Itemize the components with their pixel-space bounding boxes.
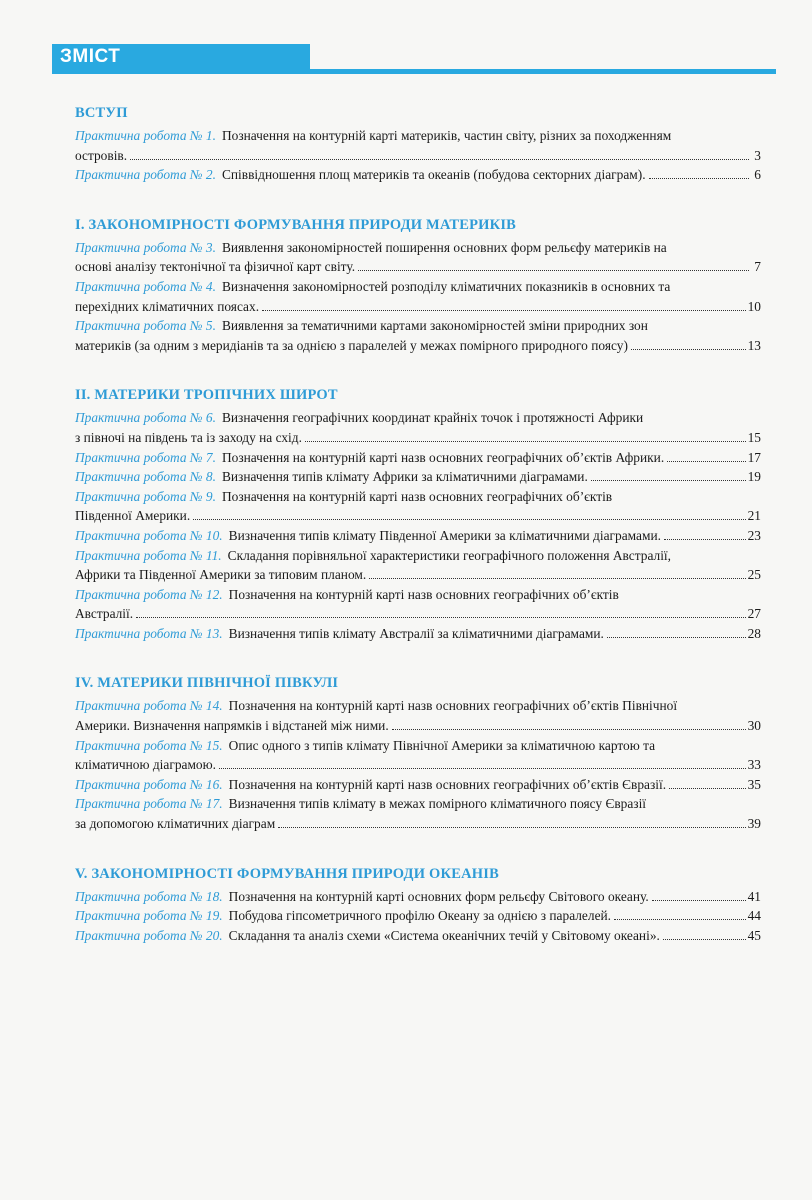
entry-second-line <box>75 604 761 624</box>
dot-leader <box>219 768 746 769</box>
toc-entry[interactable] <box>75 126 761 165</box>
entry-text-continued: основі аналізу тектонічної та фізичної карт світу. <box>75 259 356 275</box>
dot-leader <box>193 519 745 520</box>
toc-entry[interactable] <box>75 467 761 487</box>
toc-entry[interactable] <box>75 408 761 447</box>
entry-label: Практична робота № 8. <box>75 469 216 485</box>
entry-first-line <box>75 165 761 185</box>
entry-first-line <box>75 794 761 814</box>
page-number: 19 <box>747 469 761 485</box>
page-number: 7 <box>754 259 761 275</box>
entry-first-line <box>75 736 761 756</box>
dot-leader <box>591 480 746 481</box>
section-title: IV. МАТЕРИКИ ПІВНІЧНОЇ ПІВКУЛІ <box>75 675 339 692</box>
entry-text: Співвідношення площ материків та океанів (побудова секторних діаграм). <box>221 167 646 183</box>
dot-leader <box>614 919 746 920</box>
entry-label: Практична робота № 19. <box>75 908 223 924</box>
page-number: 39 <box>747 816 761 832</box>
section-title: V. ЗАКОНОМІРНОСТІ ФОРМУВАННЯ ПРИРОДИ ОКЕАНІВ <box>75 865 499 882</box>
header-rule <box>52 69 776 74</box>
entry-label: Практична робота № 20. <box>75 927 223 943</box>
entry-text: Позначення на контурній карті назв основних географічних об’єктів Євразії. <box>228 776 667 792</box>
dot-leader <box>663 939 746 940</box>
entry-second-line <box>75 428 761 448</box>
page-title: ЗМІСТ <box>60 46 121 67</box>
entry-label: Практична робота № 5. <box>75 318 216 334</box>
page-number: 23 <box>747 527 761 543</box>
entry-text-continued: Південної Америки. <box>75 508 191 524</box>
entry-label: Практична робота № 16. <box>75 776 223 792</box>
section-title: ВСТУП <box>75 105 128 121</box>
entry-label: Практична робота № 18. <box>75 888 223 904</box>
page-number: 17 <box>747 449 761 465</box>
entry-first-line <box>75 526 761 546</box>
entry-first-line <box>75 408 761 428</box>
entry-label: Практична робота № 4. <box>75 278 216 294</box>
entry-label: Практична робота № 7. <box>75 449 216 465</box>
entry-text-continued: за допомогою кліматичних діаграм <box>75 816 276 832</box>
entry-label: Практична робота № 6. <box>75 410 216 426</box>
page-number: 25 <box>747 567 761 583</box>
entry-first-line <box>75 467 761 487</box>
entry-first-line <box>75 585 761 605</box>
page-number: 35 <box>747 776 761 792</box>
dot-leader <box>392 729 746 730</box>
entry-text: Визначення типів клімату Африки за кліматичними діаграмами. <box>221 469 588 485</box>
entry-second-line <box>75 814 761 834</box>
entry-text-continued: кліматичною діаграмою. <box>75 757 216 773</box>
page-number: 28 <box>747 625 761 641</box>
entry-first-line <box>75 126 761 146</box>
entry-label: Практична робота № 15. <box>75 737 223 753</box>
toc-entry[interactable] <box>75 624 761 644</box>
entry-text-continued: материків (за одним з меридіанів та за однією з паралелей у межах помірного природного поясу) <box>75 337 628 353</box>
dot-leader <box>607 637 746 638</box>
page-number: 10 <box>747 298 761 314</box>
entry-first-line <box>75 906 761 926</box>
entry-text: Позначення на контурній карті назв основних географічних об’єктів Північної <box>228 698 678 714</box>
entry-text-continued: Африки та Південної Америки за типовим планом. <box>75 567 367 583</box>
entry-second-line <box>75 716 761 736</box>
toc-entry[interactable] <box>75 585 761 624</box>
toc-section <box>75 386 761 643</box>
entry-text: Позначення на контурній карті назв основних географічних об’єктів <box>228 586 619 602</box>
toc-entry[interactable] <box>75 448 761 468</box>
toc-entry[interactable] <box>75 775 761 795</box>
entry-text: Складання та аналіз схеми «Система океанічних течій у Світовому океані». <box>228 927 660 943</box>
toc-section <box>75 865 761 946</box>
entry-second-line <box>75 336 761 356</box>
toc-entry[interactable] <box>75 526 761 546</box>
entry-second-line <box>75 565 761 585</box>
entry-text: Опис одного з типів клімату Північної Америки за кліматичною картою та <box>228 737 656 753</box>
page-number: 13 <box>747 337 761 353</box>
entry-text: Складання порівняльної характеристики географічного положення Австралії, <box>227 547 671 563</box>
entry-text: Позначення на контурній карті назв основних географічних об’єктів <box>221 488 613 504</box>
entry-label: Практична робота № 17. <box>75 796 223 812</box>
dot-leader <box>669 788 746 789</box>
toc-entry[interactable] <box>75 238 761 277</box>
toc-entry[interactable] <box>75 906 761 926</box>
dot-leader <box>649 178 749 179</box>
table-of-contents <box>75 104 761 976</box>
entry-text: Визначення географічних координат крайніх точок і протяжності Африки <box>221 410 644 426</box>
entry-text: Виявлення закономірностей поширення основних форм рельєфу материків на <box>221 239 667 255</box>
page-number: 15 <box>747 429 761 445</box>
entry-first-line <box>75 624 761 644</box>
toc-entry[interactable] <box>75 487 761 526</box>
toc-entry[interactable] <box>75 926 761 946</box>
entry-first-line <box>75 277 761 297</box>
entry-label: Практична робота № 13. <box>75 625 223 641</box>
entry-text: Визначення типів клімату Південної Америки за кліматичними діаграмами. <box>228 527 661 543</box>
entry-text: Визначення закономірностей розподілу кліматичних показників в основних та <box>221 278 671 294</box>
toc-entry[interactable] <box>75 277 761 316</box>
entry-label: Практична робота № 3. <box>75 239 216 255</box>
toc-entry[interactable] <box>75 736 761 775</box>
entry-second-line <box>75 506 761 526</box>
dot-leader <box>652 900 746 901</box>
toc-entry[interactable] <box>75 794 761 833</box>
dot-leader <box>278 827 745 828</box>
toc-entry[interactable] <box>75 316 761 355</box>
page-number: 21 <box>747 508 761 524</box>
entry-first-line <box>75 696 761 716</box>
page-number: 45 <box>747 927 761 943</box>
toc-entry[interactable] <box>75 546 761 585</box>
entry-text: Побудова гіпсометричного профілю Океану за однією з паралелей. <box>228 908 612 924</box>
dot-leader <box>262 310 746 311</box>
entry-first-line <box>75 775 761 795</box>
entry-second-line <box>75 257 761 277</box>
entry-second-line <box>75 755 761 775</box>
page-number: 30 <box>747 718 761 734</box>
toc-entry[interactable] <box>75 165 761 185</box>
entry-text: Позначення на контурній карті назв основних географічних об’єктів Африки. <box>221 449 665 465</box>
entry-text: Виявлення за тематичними картами закономірностей зміни природних зон <box>221 318 648 334</box>
entry-first-line <box>75 238 761 258</box>
entry-text-continued: Австралії. <box>75 606 134 622</box>
dot-leader <box>130 159 749 160</box>
page-number: 41 <box>747 888 761 904</box>
page-number: 6 <box>754 167 761 183</box>
dot-leader <box>358 270 749 271</box>
dot-leader <box>136 617 746 618</box>
entry-text: Позначення на контурній карті материків, частин світу, різних за походженням <box>221 128 672 143</box>
entry-text-continued: островів. <box>75 147 128 163</box>
entry-first-line <box>75 448 761 468</box>
entry-second-line <box>75 146 761 166</box>
entry-label: Практична робота № 14. <box>75 698 223 714</box>
entry-text: Визначення типів клімату Австралії за кліматичними діаграмами. <box>228 625 604 641</box>
page-number: 33 <box>747 757 761 773</box>
entry-first-line <box>75 546 761 566</box>
entry-label: Практична робота № 9. <box>75 488 216 504</box>
entry-label: Практична робота № 1. <box>75 128 216 143</box>
entry-label: Практична робота № 2. <box>75 167 216 183</box>
entry-text-continued: з півночі на південь та із заходу на схід. <box>75 429 302 445</box>
section-title: I. ЗАКОНОМІРНОСТІ ФОРМУВАННЯ ПРИРОДИ МАТЕРИКІВ <box>75 216 517 233</box>
entry-text: Позначення на контурній карті основних форм рельєфу Світового океану. <box>228 888 649 904</box>
page-number: 44 <box>747 908 761 924</box>
dot-leader <box>369 578 745 579</box>
dot-leader <box>667 461 745 462</box>
entry-first-line <box>75 487 761 507</box>
entry-first-line <box>75 887 761 907</box>
entry-first-line <box>75 316 761 336</box>
toc-entry[interactable] <box>75 696 761 735</box>
section-title: II. МАТЕРИКИ ТРОПІЧНИХ ШИРОТ <box>75 387 338 404</box>
entry-label: Практична робота № 11. <box>75 547 222 563</box>
entry-label: Практична робота № 10. <box>75 527 223 543</box>
entry-first-line <box>75 926 761 946</box>
dot-leader <box>664 539 746 540</box>
dot-leader <box>631 349 746 350</box>
entry-text-continued: перехідних кліматичних поясах. <box>75 298 260 314</box>
toc-section <box>75 104 761 185</box>
toc-section <box>75 674 761 833</box>
page-number: 27 <box>747 606 761 622</box>
toc-section <box>75 216 761 356</box>
entry-label: Практична робота № 12. <box>75 586 223 602</box>
page-number: 3 <box>754 147 761 163</box>
toc-entry[interactable] <box>75 887 761 907</box>
entry-second-line <box>75 297 761 317</box>
entry-text: Визначення типів клімату в межах помірного кліматичного поясу Євразії <box>228 796 647 812</box>
entry-text-continued: Америки. Визначення напрямків і відстаней між ними. <box>75 718 389 734</box>
dot-leader <box>305 441 746 442</box>
